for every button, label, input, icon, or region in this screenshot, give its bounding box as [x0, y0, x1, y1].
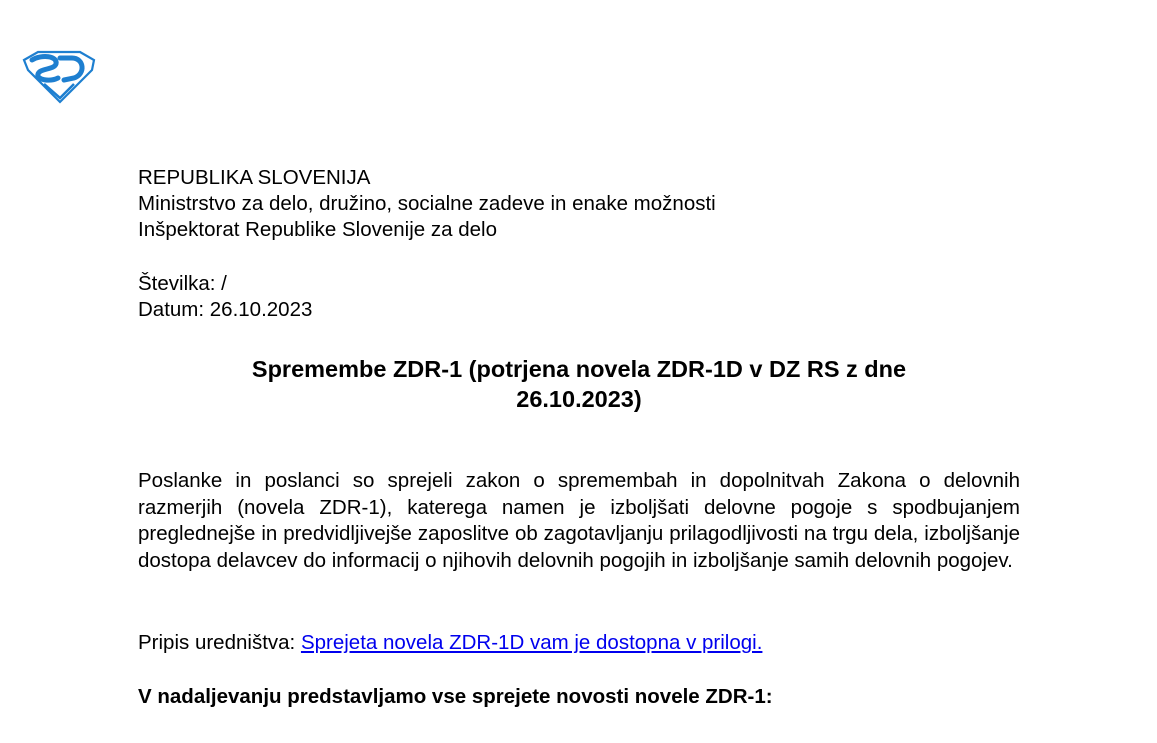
document-title-line-1: Spremembe ZDR-1 (potrjena novela ZDR-1D v DZ RS z dne — [251, 356, 907, 382]
document-number: Številka: / — [138, 272, 227, 295]
attachment-link[interactable]: Sprejeta novela ZDR-1D vam je dostopna v prilogi. — [300, 631, 763, 654]
letterhead-ministry: Ministrstvo za delo, družino, socialne zadeve in enake možnosti — [138, 192, 716, 215]
document-meta — [138, 271, 312, 323]
document-date: Datum: 26.10.2023 — [138, 298, 313, 321]
section-intro: V nadaljevanju predstavljamo vse sprejete novosti novele ZDR-1: — [138, 685, 773, 708]
letterhead — [138, 165, 716, 243]
document-title-line-2: 26.10.2023) — [516, 386, 642, 412]
letterhead-republic: REPUBLIKA SLOVENIJA — [138, 166, 371, 189]
editor-note — [138, 630, 762, 656]
editor-note-label: Pripis uredništva: — [138, 631, 301, 654]
letterhead-inspectorate: Inšpektorat Republike Slovenije za delo — [138, 218, 497, 241]
document-title — [138, 354, 1020, 414]
body-paragraph: Poslanke in poslanci so sprejeli zakon o spremembah in dopolnitvah Zakona o delovnih razmerjih (novela ZDR-1), katerega namen je izboljšati delovne pogoje s spodbujanjem preglednejše in predvidljivejše zaposlitve ob zagotavljanju prilagodljivosti na trgu dela, izboljšanje dostopa delavcev do informacij o njihovih delovnih pogojih in izboljšanje samih delovnih pogojev. — [138, 469, 1020, 572]
ministry-logo-icon — [22, 48, 96, 104]
